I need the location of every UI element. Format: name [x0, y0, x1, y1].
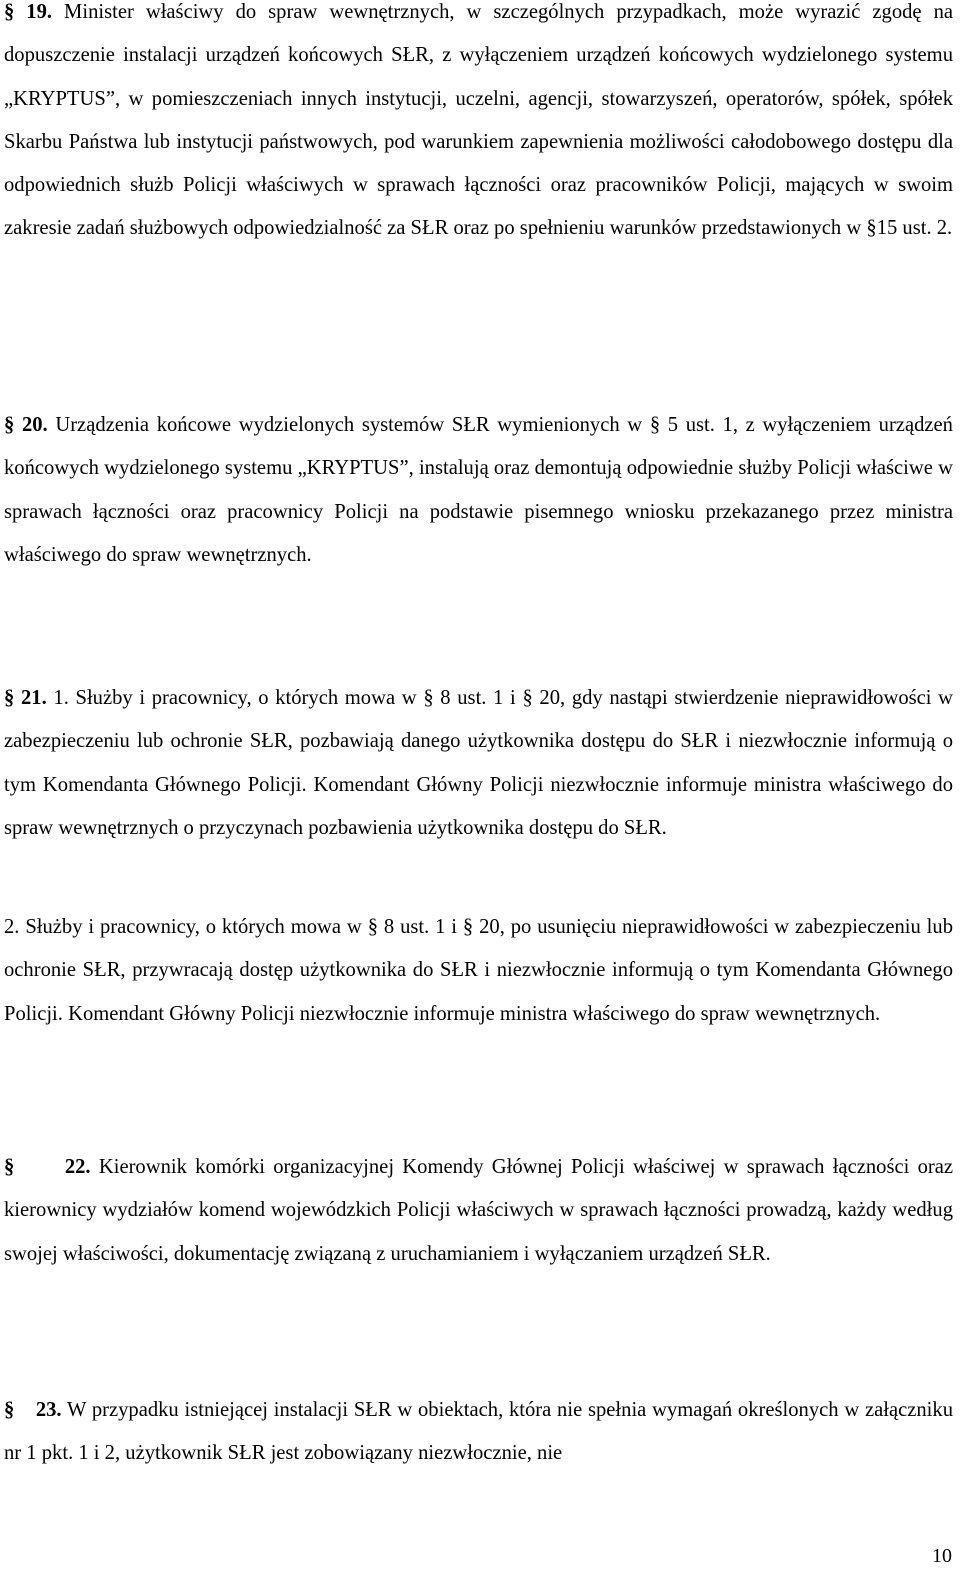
paragraph-text: 1. Służby i pracownicy, o których mowa w [53, 687, 417, 709]
paragraph-21 [4, 677, 953, 850]
paragraph-number: 21. [20, 687, 47, 709]
paragraph-text: 2. Służby i pracownicy, o których mowa w [4, 916, 362, 938]
paragraph-text: Minister właściwy do spraw wewnętrznych, w szczególnych przypadkach, może wyrazić zgodę na dopuszczenie instalacji urządzeń końcowych SŁR, z wyłączeniem urządzeń końcowych wydzielonego systemu „KRYPTUS”, w pomieszczeniach innych instytucji, uczelni, agencji, stowarzyszeń, operatorów, spółek, spółek Skarbu Państwa lub instytucji państwowych, pod warunkiem zapewnienia możliwości całodobowego dostępu dla odpowiednich służb Policji właściwych w sprawach łączności oraz pracowników Policji, mających w swoim zakresie zadań służbowych odpowiedzialność za SŁR oraz po spełnieniu warunków przedstawionych w [4, 1, 954, 240]
paragraph-number: 22. [64, 1156, 91, 1178]
section-sign: § [4, 1, 15, 23]
section-sign: § [4, 687, 15, 709]
section-sign: § [4, 414, 15, 436]
paragraph-20 [4, 404, 953, 577]
paragraph-text: Kierownik komórki organizacyjnej Komendy Głównej Policji właściwej w sprawach łączności oraz kierownicy wydziałów komend wojewódzkich Policji właściwych w sprawach łączności prowadzą, każdy według swojej właściwości, dokumentację związaną z uruchamianiem i wyłączaniem urządzeń SŁR. [4, 1156, 954, 1265]
section-sign: § [423, 687, 434, 709]
section-sign: § [367, 916, 378, 938]
paragraph-number: 19. [26, 1, 53, 23]
section-sign: § [866, 217, 877, 240]
section-sign: § [522, 687, 533, 709]
paragraph-text: Urządzenia końcowe wydzielonych systemów SŁR wymienionych w [55, 414, 643, 436]
paragraph-19 [4, 0, 953, 251]
paragraph-text: W przypadku istniejącej instalacji SŁR w obiektach, która nie spełnia wymagań określonych w załączniku nr 1 pkt. 1 i 2, użytkownik SŁR jest zobowiązany niezwłocznie, nie [4, 1399, 953, 1465]
paragraph-text: 20, gdy nastąpi stwierdzenie nieprawidłowości w zabezpieczeniu lub ochronie SŁR, pozbawiają danego użytkownika dostępu do SŁR i niezwłocznie informują o tym Komendanta Głównego Policji. Komendant Główny Policji niezwłocznie informuje ministra właściwego do spraw wewnętrznych o przyczynach pozbawienia użytkownika dostępu do SŁR. [4, 687, 954, 839]
paragraph-text: 5 ust. 1, z wyłączeniem urządzeń końcowych wydzielonego systemu „KRYPTUS”, instalują oraz demontują odpowiednie służby Policji właściwe w sprawach łączności oraz pracownicy Policji na podstawie pisemnego wniosku przekazanego przez ministra właściwego do spraw wewnętrznych. [4, 414, 953, 566]
page-number: 10 [932, 1545, 952, 1567]
section-sign: § [649, 414, 661, 436]
paragraph-text: 8 ust. 1 i [440, 687, 516, 709]
section-sign: § [462, 916, 474, 938]
section-sign: § [4, 1399, 15, 1421]
paragraph-21-subsection-2 [4, 906, 953, 1036]
paragraph-text: 8 ust. 1 i [383, 916, 458, 938]
paragraph-text: 20, po usunięciu nieprawidłowości w zabezpieczeniu lub ochronie SŁR, przywracają dostęp użytkownika do SŁR i niezwłocznie informują o tym Komendanta Głównego Policji. Komendant Główny Policji niezwłocznie informuje ministra właściwego do spraw wewnętrznych. [4, 916, 953, 1025]
paragraph-23 [4, 1389, 953, 1476]
section-sign: § [4, 1156, 15, 1178]
paragraph-number: 23. [35, 1399, 62, 1421]
paragraph-number: 20. [21, 414, 48, 436]
paragraph-text: 15 ust. 2. [876, 217, 953, 240]
paragraph-22 [4, 1146, 953, 1276]
